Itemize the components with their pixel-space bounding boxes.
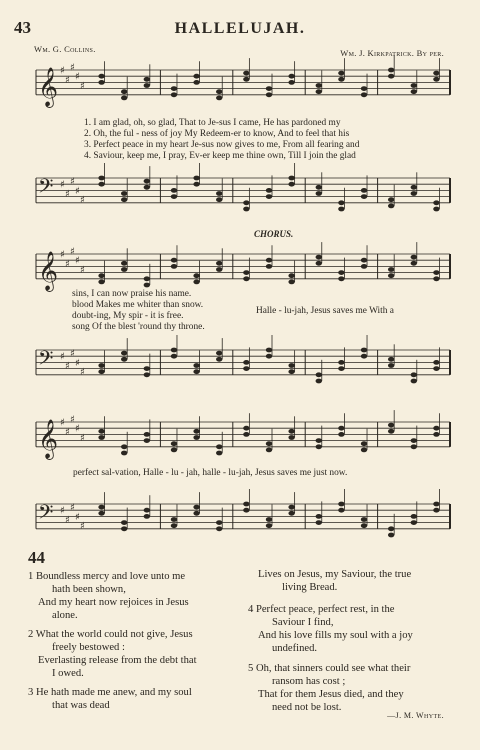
note-head (388, 197, 394, 202)
note-head (388, 526, 394, 531)
note-head (171, 354, 177, 359)
sharp-icon: ♯ (65, 361, 70, 372)
stanza-line: that was dead (52, 700, 110, 711)
note-head (388, 363, 394, 368)
treble-staff-system-1 (0, 62, 480, 107)
stanza-3-continued (258, 568, 411, 594)
note-head (193, 363, 199, 368)
note-head (361, 194, 367, 199)
note-head (121, 351, 127, 356)
note-head (338, 366, 344, 371)
note-head (411, 261, 417, 266)
stanza-line: Lives on Jesus, my Saviour, the true (258, 569, 412, 580)
treble-staff-system-3 (0, 414, 480, 459)
note-head (316, 372, 322, 377)
note-head (316, 438, 322, 443)
note-head (338, 426, 344, 431)
note-head (411, 444, 417, 449)
note-head (144, 514, 150, 519)
stanza-line: Everlasting release from the debt that (38, 655, 197, 666)
note-head (388, 533, 394, 538)
note-head (171, 86, 177, 91)
note-head (121, 444, 127, 449)
note-head (193, 505, 199, 510)
note-head (361, 523, 367, 528)
note-head (98, 505, 104, 510)
note-head (433, 502, 439, 507)
note-head (411, 185, 417, 190)
note-head (98, 429, 104, 434)
sharp-icon: ♯ (65, 426, 70, 438)
note-head (361, 92, 367, 97)
note-head (98, 511, 104, 516)
stanza-line: Boundless mercy and love unto me (35, 571, 186, 582)
sharp-icon: ♯ (75, 357, 80, 369)
treble-clef-icon: 𝄞 (38, 250, 59, 291)
note-head (338, 360, 344, 365)
note-head (288, 511, 294, 516)
note-head (171, 441, 177, 446)
note-head (433, 426, 439, 431)
note-head (433, 360, 439, 365)
note-head (266, 448, 272, 453)
note-head (433, 77, 439, 82)
note-head (338, 270, 344, 275)
stanza-line: Oh, that sinners could see what their (255, 663, 411, 674)
note-head (216, 451, 222, 456)
note-head (243, 502, 249, 507)
note-head (288, 280, 294, 285)
note-head (433, 508, 439, 513)
note-head (361, 258, 367, 263)
note-head (288, 363, 294, 368)
bass-staff-system-3 (0, 500, 480, 540)
verse-line-3: 3. Perfect peace in my heart Je-sus now gives to me, From all fearing and (84, 140, 360, 150)
note-head (121, 191, 127, 196)
note-head (338, 432, 344, 437)
note-head (388, 68, 394, 73)
verse-line-2: 2. Oh, the ful - ness of joy My Redeem-er to know, And to feel that his (84, 129, 350, 139)
note-head (361, 441, 367, 446)
stanza-line: living Bread. (282, 582, 338, 593)
note-head (338, 276, 344, 281)
note-head (121, 526, 127, 531)
note-head (144, 77, 150, 82)
note-head (316, 379, 322, 384)
note-head (243, 200, 249, 205)
stanza-line: I owed. (52, 668, 84, 679)
note-head (388, 74, 394, 79)
treble-clef-icon: 𝄞 (38, 418, 59, 459)
note-head (243, 276, 249, 281)
note-head (193, 80, 199, 85)
note-head (388, 429, 394, 434)
note-head (288, 80, 294, 85)
note-head (121, 197, 127, 202)
sharp-icon: ♯ (60, 179, 65, 191)
note-head (266, 188, 272, 193)
note-head (338, 508, 344, 513)
note-head (433, 200, 439, 205)
note-head (193, 273, 199, 278)
note-head (266, 92, 272, 97)
note-head (388, 357, 394, 362)
note-head (411, 255, 417, 260)
note-head (338, 77, 344, 82)
note-head (121, 520, 127, 525)
note-head (433, 270, 439, 275)
bass-staff-system-2 (0, 346, 480, 386)
stanza-line: Saviour I find, (272, 617, 334, 628)
note-head (98, 176, 104, 181)
stanza-line: hath been shown, (52, 584, 126, 595)
note-head (288, 429, 294, 434)
note-head (98, 80, 104, 85)
note-head (193, 435, 199, 440)
verse-line-4: 4. Saviour, keep me, I pray, Ev-er keep me thine own, Till I join the glad (84, 151, 356, 161)
note-head (288, 176, 294, 181)
bass-clef-icon: 𝄢 (38, 174, 54, 203)
note-head (171, 258, 177, 263)
stanza-line: And his love fills my soul with a joy (258, 630, 413, 641)
note-head (316, 261, 322, 266)
note-head (388, 267, 394, 272)
note-head (433, 432, 439, 437)
note-head (288, 505, 294, 510)
note-head (338, 502, 344, 507)
note-head (266, 264, 272, 269)
note-head (144, 438, 150, 443)
bass-staff-system-1 (0, 174, 480, 214)
note-head (121, 451, 127, 456)
note-head (243, 432, 249, 437)
note-head (193, 176, 199, 181)
note-head (288, 369, 294, 374)
stanza-number: 4 (248, 604, 254, 615)
note-head (144, 83, 150, 88)
note-head (316, 191, 322, 196)
hymn-title: HALLELUJAH. (174, 20, 306, 37)
note-head (98, 74, 104, 79)
note-head (216, 444, 222, 449)
note-head (316, 185, 322, 190)
sharp-icon: ♯ (75, 511, 80, 523)
hymn-number: 44 (28, 548, 45, 567)
note-head (216, 96, 222, 101)
note-head (433, 207, 439, 212)
note-head (216, 197, 222, 202)
note-head (411, 191, 417, 196)
stanza-line: What the world could not give, Jesus (35, 629, 193, 640)
note-head (216, 261, 222, 266)
note-head (338, 71, 344, 76)
sharp-icon: ♯ (70, 502, 75, 514)
note-head (288, 182, 294, 187)
sharp-icon: ♯ (75, 185, 80, 197)
note-head (316, 255, 322, 260)
note-head (121, 261, 127, 266)
note-head (288, 74, 294, 79)
sharp-icon: ♯ (75, 423, 80, 435)
note-head (411, 89, 417, 94)
chorus-label: CHORUS. (254, 229, 294, 239)
stanza-line: Perfect peace, perfect rest, in the (255, 604, 395, 615)
note-head (121, 357, 127, 362)
note-head (98, 363, 104, 368)
bass-clef-icon: 𝄢 (38, 500, 54, 529)
note-head (171, 264, 177, 269)
verse-ending-1: sins, I can now praise his name. (72, 289, 192, 299)
stanza-line: And my heart now rejoices in Jesus (38, 597, 189, 608)
note-head (361, 354, 367, 359)
sharp-icon: ♯ (60, 65, 65, 77)
stanza-line: freely bestowed : (52, 642, 125, 653)
sharp-icon: ♯ (70, 62, 75, 74)
note-head (216, 520, 222, 525)
note-head (144, 179, 150, 184)
sharp-icon: ♯ (75, 255, 80, 267)
treble-staff-system-2 (0, 246, 480, 291)
sharp-icon: ♯ (60, 505, 65, 517)
sharp-icon: ♯ (70, 348, 75, 360)
note-head (361, 188, 367, 193)
sharp-icon: ♯ (60, 351, 65, 363)
note-head (266, 258, 272, 263)
note-head (266, 441, 272, 446)
stanza-4 (248, 603, 413, 655)
note-head (144, 508, 150, 513)
note-head (411, 379, 417, 384)
note-head (193, 511, 199, 516)
stanza-number: 3 (28, 687, 34, 698)
note-head (216, 526, 222, 531)
note-head (144, 372, 150, 377)
note-head (316, 83, 322, 88)
note-head (316, 514, 322, 519)
sharp-icon: ♯ (80, 367, 85, 379)
note-head (433, 276, 439, 281)
note-head (193, 429, 199, 434)
bass-clef-icon: 𝄢 (38, 346, 54, 375)
note-head (98, 369, 104, 374)
note-head (338, 207, 344, 212)
hymn-author: —J. M. Whyte. (387, 711, 444, 720)
sharp-icon: ♯ (65, 74, 70, 86)
verse-ending-3: doubt-ing, My spir - it is free. (72, 311, 184, 321)
note-head (121, 89, 127, 94)
note-head (243, 426, 249, 431)
stanza-5 (248, 662, 410, 714)
note-head (361, 86, 367, 91)
verse-ending-2: blood Makes me whiter than snow. (72, 300, 204, 310)
note-head (266, 86, 272, 91)
note-head (171, 523, 177, 528)
note-head (411, 514, 417, 519)
page-number: 43 (14, 18, 31, 37)
note-head (388, 204, 394, 209)
note-head (98, 182, 104, 187)
note-head (144, 185, 150, 190)
note-head (171, 194, 177, 199)
note-head (411, 83, 417, 88)
sharp-icon: ♯ (60, 417, 65, 429)
chorus-lyric-2: perfect sal-vation, Halle - lu - jah, halle - lu-jah, Jesus saves me just now. (73, 468, 348, 478)
note-head (361, 264, 367, 269)
note-head (433, 366, 439, 371)
verse-line-1: 1. I am glad, oh, so glad, That to Je-sus I came, He has pardoned my (84, 118, 341, 128)
treble-clef-icon: 𝄞 (38, 66, 59, 107)
note-head (243, 366, 249, 371)
note-head (411, 372, 417, 377)
note-head (193, 280, 199, 285)
note-head (338, 200, 344, 205)
note-head (288, 273, 294, 278)
stanza-line: undefined. (272, 643, 318, 654)
note-head (98, 273, 104, 278)
note-head (411, 520, 417, 525)
note-head (144, 432, 150, 437)
arranger-credit: Wm. J. Kirkpatrick. By per. (340, 48, 444, 58)
verse-ending-4: song Of the blest 'round thy throne. (72, 322, 205, 332)
note-head (243, 508, 249, 513)
note-head (171, 448, 177, 453)
chorus-lyric-1: Halle - lu-jah, Jesus saves me With a (256, 306, 394, 316)
note-head (98, 435, 104, 440)
note-head (193, 74, 199, 79)
stanza-number: 2 (28, 629, 34, 640)
stanza-number: 1 (28, 571, 34, 582)
note-head (288, 435, 294, 440)
note-head (171, 348, 177, 353)
sharp-icon: ♯ (80, 521, 85, 533)
note-head (216, 89, 222, 94)
note-head (98, 280, 104, 285)
note-head (411, 438, 417, 443)
note-head (388, 423, 394, 428)
stanza-line: need not be lost. (272, 702, 342, 713)
note-head (266, 354, 272, 359)
stanza-1 (28, 570, 189, 622)
note-head (144, 283, 150, 288)
stanza-line: alone. (52, 610, 78, 621)
sharp-icon: ♯ (70, 176, 75, 188)
note-head (243, 71, 249, 76)
stanza-2 (28, 628, 197, 680)
note-head (361, 517, 367, 522)
note-head (266, 523, 272, 528)
sharp-icon: ♯ (65, 258, 70, 270)
stanza-number: 5 (248, 663, 254, 674)
note-head (193, 369, 199, 374)
stanza-line: ransom has cost ; (272, 676, 346, 687)
sharp-icon: ♯ (75, 71, 80, 83)
sharp-icon: ♯ (80, 81, 85, 92)
sharp-icon: ♯ (80, 433, 85, 444)
sharp-icon: ♯ (65, 189, 70, 200)
note-head (121, 267, 127, 272)
composer-credit: Wm. G. Collins. (34, 44, 96, 54)
stanza-3 (28, 686, 192, 712)
note-head (388, 273, 394, 278)
note-head (121, 96, 127, 101)
note-head (243, 77, 249, 82)
note-head (266, 194, 272, 199)
note-head (266, 517, 272, 522)
note-head (144, 366, 150, 371)
note-head (171, 517, 177, 522)
note-head (144, 276, 150, 281)
note-head (193, 182, 199, 187)
note-head (316, 89, 322, 94)
sharp-icon: ♯ (60, 249, 65, 261)
note-head (216, 351, 222, 356)
stanza-line: That for them Jesus died, and they (258, 689, 404, 700)
note-head (216, 191, 222, 196)
note-head (316, 520, 322, 525)
note-head (361, 348, 367, 353)
note-head (243, 270, 249, 275)
sharp-icon: ♯ (70, 246, 75, 258)
note-head (316, 444, 322, 449)
note-head (171, 188, 177, 193)
note-head (433, 71, 439, 76)
note-head (243, 207, 249, 212)
note-head (243, 360, 249, 365)
note-head (266, 348, 272, 353)
stanza-line: He hath made me anew, and my soul (35, 687, 192, 698)
note-head (361, 448, 367, 453)
sharp-icon: ♯ (65, 515, 70, 526)
note-head (216, 267, 222, 272)
sharp-icon: ♯ (70, 414, 75, 426)
note-head (171, 92, 177, 97)
note-head (216, 357, 222, 362)
sharp-icon: ♯ (80, 265, 85, 276)
sharp-icon: ♯ (80, 195, 85, 207)
